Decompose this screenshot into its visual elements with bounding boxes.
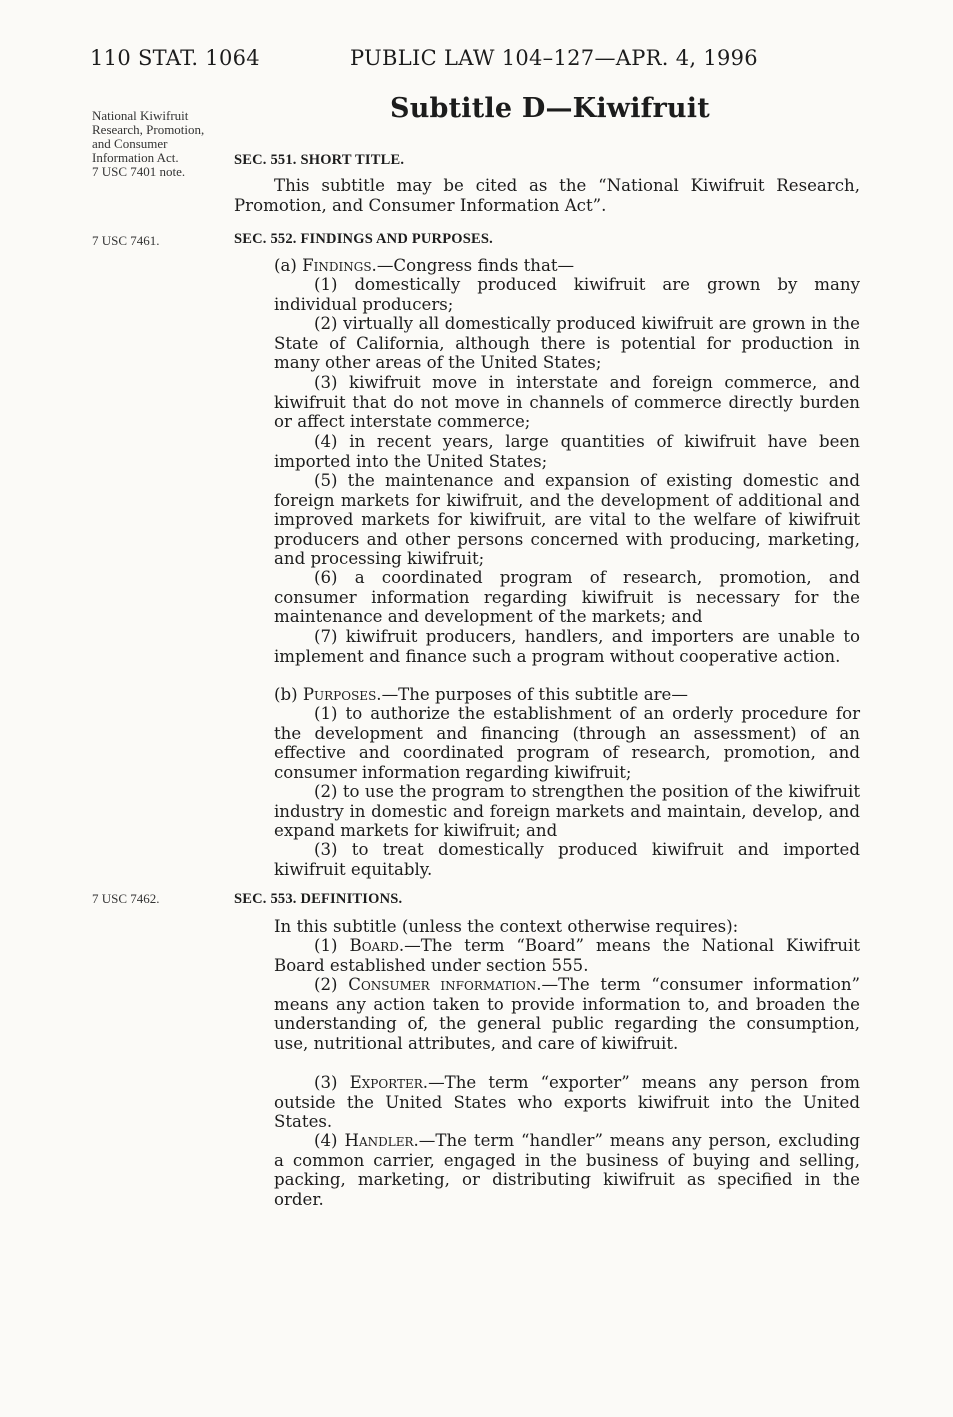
def-2-num: (2) <box>314 975 349 994</box>
finding-4: (4) in recent years, large quantities of kiwifruit have been imported into the United States; <box>274 432 860 471</box>
definition-3 <box>274 1073 860 1132</box>
def-2-text: .—The term “consumer information” means any action taken to provide information to, and broaden the understanding of, the general public regarding the consumption, use, nutritional attributes, and care of kiwifruit. <box>274 975 861 1053</box>
purposes-label: (b) <box>274 685 303 704</box>
margin-note-act <box>92 109 222 179</box>
purpose-1: (1) to authorize the establishment of an orderly procedure for the development and financing (through an assessment) of an effective and coordinated program of research, promotion, and consumer information regarding kiwifruit; <box>274 704 860 782</box>
sec551-text: This subtitle may be cited as the “National Kiwifruit Research, Promotion, and Consumer Information Act”. <box>234 176 860 215</box>
margin-note-act-name: National Kiwifruit Research, Promotion, and Consumer Information Act. <box>92 108 205 165</box>
finding-7: (7) kiwifruit producers, handlers, and importers are unable to implement and finance such a program without cooperative action. <box>274 627 860 666</box>
public-law-reference: PUBLIC LAW 104–127—APR. 4, 1996 <box>350 46 758 70</box>
sec552-heading: SEC. 552. FINDINGS AND PURPOSES. <box>234 231 493 247</box>
finding-2: (2) virtually all domestically produced kiwifruit are grown in the State of California, although there is potential for production in many other areas of the United States; <box>274 314 860 372</box>
purposes-intro-text: .—The purposes of this subtitle are— <box>376 685 688 704</box>
page-reference: 110 STAT. 1064 <box>90 46 260 70</box>
findings-term: Findings <box>302 256 372 275</box>
definition-1 <box>274 936 860 975</box>
finding-5: (5) the maintenance and expansion of existing domestic and foreign markets for kiwifruit, and the development of additional and improved markets for kiwifruit, are vital to the welfare of kiwifruit producers and other persons concerned with producing, marketing, and processing kiwifruit; <box>274 471 860 568</box>
finding-6: (6) a coordinated program of research, promotion, and consumer information regarding kiwifruit is necessary for the maintenance and development of the markets; and <box>274 568 860 626</box>
definitions-intro: In this subtitle (unless the context otherwise requires): <box>274 917 739 936</box>
purpose-2: (2) to use the program to strengthen the position of the kiwifruit industry in domestic and foreign markets and maintain, develop, and expand markets for kiwifruit; and <box>274 782 860 840</box>
def-4-text: .—The term “handler” means any person, excluding a common carrier, engaged in the business of buying and selling, packing, marketing, or distributing kiwifruit as specified in the order. <box>274 1131 860 1209</box>
def-1-text: .—The term “Board” means the National Kiwifruit Board established under section 555. <box>274 936 861 975</box>
def-2-term: Consumer information <box>348 975 537 994</box>
sec551-heading: SEC. 551. SHORT TITLE. <box>234 152 405 168</box>
sec553-heading: SEC. 553. DEFINITIONS. <box>234 891 403 907</box>
margin-note-act-usc: 7 USC 7401 note. <box>92 164 186 179</box>
finding-3: (3) kiwifruit move in interstate and foreign commerce, and kiwifruit that do not move in channels of commerce directly burden or affect interstate commerce; <box>274 373 860 431</box>
subtitle-heading: Subtitle D—Kiwifruit <box>390 93 710 124</box>
definition-4 <box>274 1131 860 1209</box>
def-4-term: Handler <box>344 1131 414 1150</box>
purpose-3: (3) to treat domestically produced kiwifruit and imported kiwifruit equitably. <box>274 840 860 879</box>
findings-intro <box>274 256 860 276</box>
findings-label: (a) <box>274 256 303 275</box>
page-header <box>90 46 850 76</box>
finding-1: (1) domestically produced kiwifruit are grown by many individual producers; <box>274 275 860 314</box>
def-1-num: (1) <box>314 936 350 955</box>
findings-intro-text: .—Congress finds that— <box>371 256 575 275</box>
def-3-term: Exporter <box>349 1073 423 1092</box>
def-3-num: (3) <box>314 1073 350 1092</box>
definition-2 <box>274 975 860 1053</box>
margin-note-sec553: 7 USC 7462. <box>92 891 160 906</box>
def-1-term: Board <box>349 936 399 955</box>
margin-note-sec552: 7 USC 7461. <box>92 233 160 248</box>
def-4-num: (4) <box>314 1131 345 1150</box>
def-3-text: .—The term “exporter” means any person from outside the United States who exports kiwifruit into the United States. <box>274 1073 860 1131</box>
purposes-term: Purposes <box>302 685 377 704</box>
purposes-intro <box>274 685 860 705</box>
